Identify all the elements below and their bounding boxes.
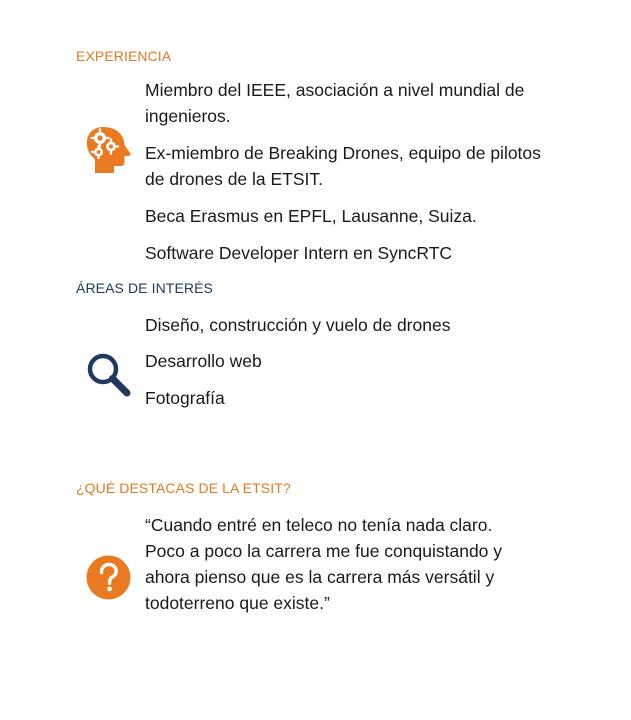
interest-line: Desarrollo web: [145, 351, 262, 371]
quote-line: todoterreno que existe.”: [145, 593, 330, 613]
experience-line: Miembro del IEEE, asociación a nivel mundial de: [145, 80, 525, 100]
experience-line: Software Developer Intern en SyncRTC: [145, 243, 453, 263]
section-heading-experiencia: EXPERIENCIA: [76, 48, 172, 64]
quote-line: “Cuando entré en teleco no tenía nada claro.: [145, 515, 493, 535]
interest-line: Diseño, construcción y vuelo de drones: [145, 315, 451, 335]
experience-line: Beca Erasmus en EPFL, Lausanne, Suiza.: [145, 206, 477, 226]
magnifier-icon: [86, 352, 132, 403]
interest-line: Fotografía: [145, 388, 225, 408]
experience-line: ingenieros.: [145, 106, 231, 126]
question-icon: [86, 555, 131, 605]
section-heading-destacas: ¿QUÉ DESTACAS DE LA ETSIT?: [76, 480, 291, 496]
quote-line: Poco a poco la carrera me fue conquistando y: [145, 541, 503, 561]
experience-line: de drones de la ETSIT.: [145, 169, 324, 189]
section-heading-areas: ÁREAS DE INTERÉS: [76, 280, 213, 296]
head-gears-icon: [86, 125, 132, 180]
experience-line: Ex-miembro de Breaking Drones, equipo de pilotos: [145, 143, 541, 163]
quote-line: ahora pienso que es la carrera más versátil y: [145, 567, 495, 587]
